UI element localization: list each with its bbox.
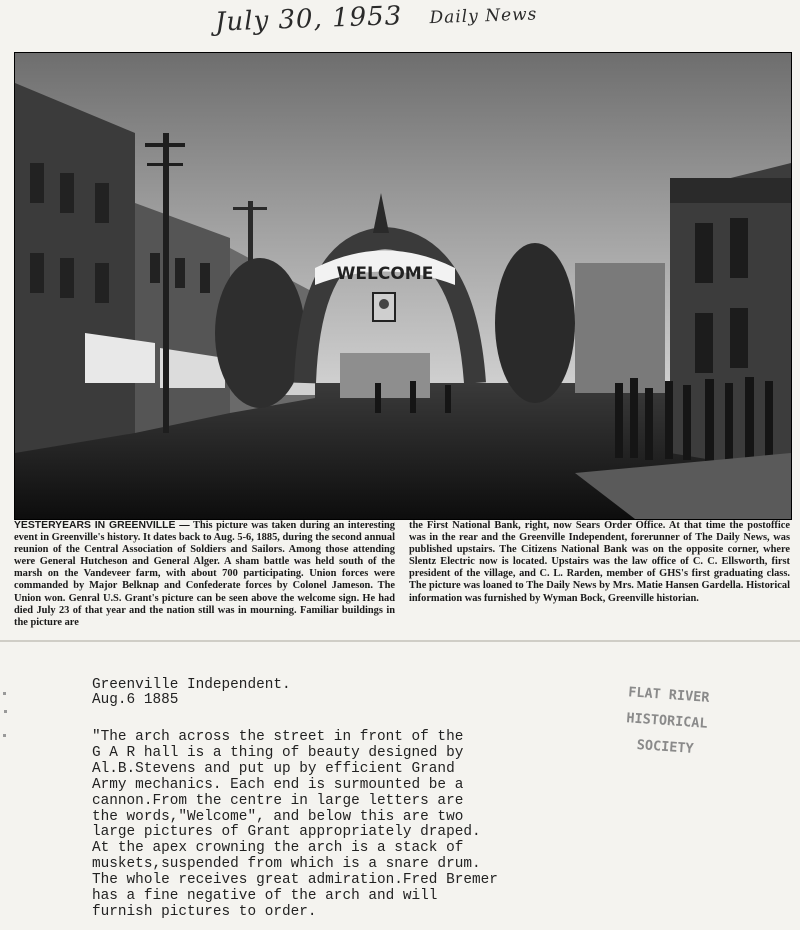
typed-line: At the apex crowning the arch is a stack of: [92, 840, 464, 857]
typed-note-date: Aug.6 1885: [92, 692, 179, 708]
handwritten-annotation: [215, 0, 538, 38]
typed-note-header: [92, 678, 498, 708]
typed-note-source: Greenville Independent.: [92, 677, 291, 693]
typed-line: "The arch across the street in front of the: [92, 729, 464, 745]
caption-lead: YESTERYEARS IN GREENVILLE —: [14, 520, 190, 531]
street-scene-illustration: [15, 53, 791, 519]
annotation-source: Daily News: [429, 4, 538, 29]
arch-sign-text: WELCOME: [336, 264, 434, 284]
typed-line: Al.B.Stevens and put up by efficient Grand: [92, 760, 455, 777]
stamp-line-1: FLAT RIVER: [627, 684, 710, 706]
photo-caption: [14, 520, 790, 632]
edge-marks: [2, 690, 10, 750]
historical-photo: [14, 52, 792, 520]
typed-line: The whole receives great admiration.Fred Bremer: [92, 872, 498, 889]
typed-line: cannon.From the centre in large letters are: [92, 792, 464, 809]
historical-society-stamp: [609, 678, 724, 763]
annotation-date: July 30, 1953: [214, 1, 403, 38]
typed-line: large pictures of Grant appropriately draped.: [92, 824, 481, 841]
typed-note: [92, 678, 498, 921]
caption-column-left: [14, 520, 395, 632]
typed-line: Army mechanics. Each end is surmounted be a: [92, 776, 464, 793]
clipping-divider: [0, 640, 800, 642]
typed-line: muskets,suspended from which is a snare drum.: [92, 856, 481, 873]
stamp-line-3: SOCIETY: [636, 736, 695, 757]
typed-line: G A R hall is a thing of beauty designed by: [92, 744, 464, 761]
typed-note-body: [92, 730, 498, 921]
caption-text-left: This picture was taken during an interesting event in Greenville's history. It dates back to Aug. 5-6, 1885, during the second annual reunion of the Central Association of Soldiers and Sailors. Among those attending were General Hutcheson and General Alger. A sham battle was held south of the marsh on the Vandeveer farm, with about 700 participating. Union forces were commanded by Major Belknap and Confederate forces by Colonel Jameson. The Union won. Genral U.S. Grant's picture can be seen above the welcome sign. He had died July 23 of that year and the nation still was in mourning. Familiar buildings in the picture are: [14, 520, 395, 628]
typed-line: furnish pictures to order.: [92, 903, 317, 920]
stamp-line-2: HISTORICAL: [625, 710, 709, 732]
caption-column-right: [409, 520, 790, 632]
caption-text-right: the First National Bank, right, now Sears Order Office. At that time the postoffice was in the rear and the Greenville Independent, forerunner of The Daily News, was published upstairs. The Citizens National Bank was on the opposite corner, where Slentz Electric now is located. Upstairs was the law office of C. C. Ellsworth, first president of the village, and C. L. Rarden, member of GHS's first graduating class. The picture was loaned to The Daily News by Mrs. Matie Hansen Gardella. Historical information was furnished by Wyman Bock, Greenville historian.: [409, 520, 790, 604]
typed-line: has a fine negative of the arch and will: [92, 888, 438, 905]
typed-line: the words,"Welcome", and below this are two: [92, 808, 464, 825]
